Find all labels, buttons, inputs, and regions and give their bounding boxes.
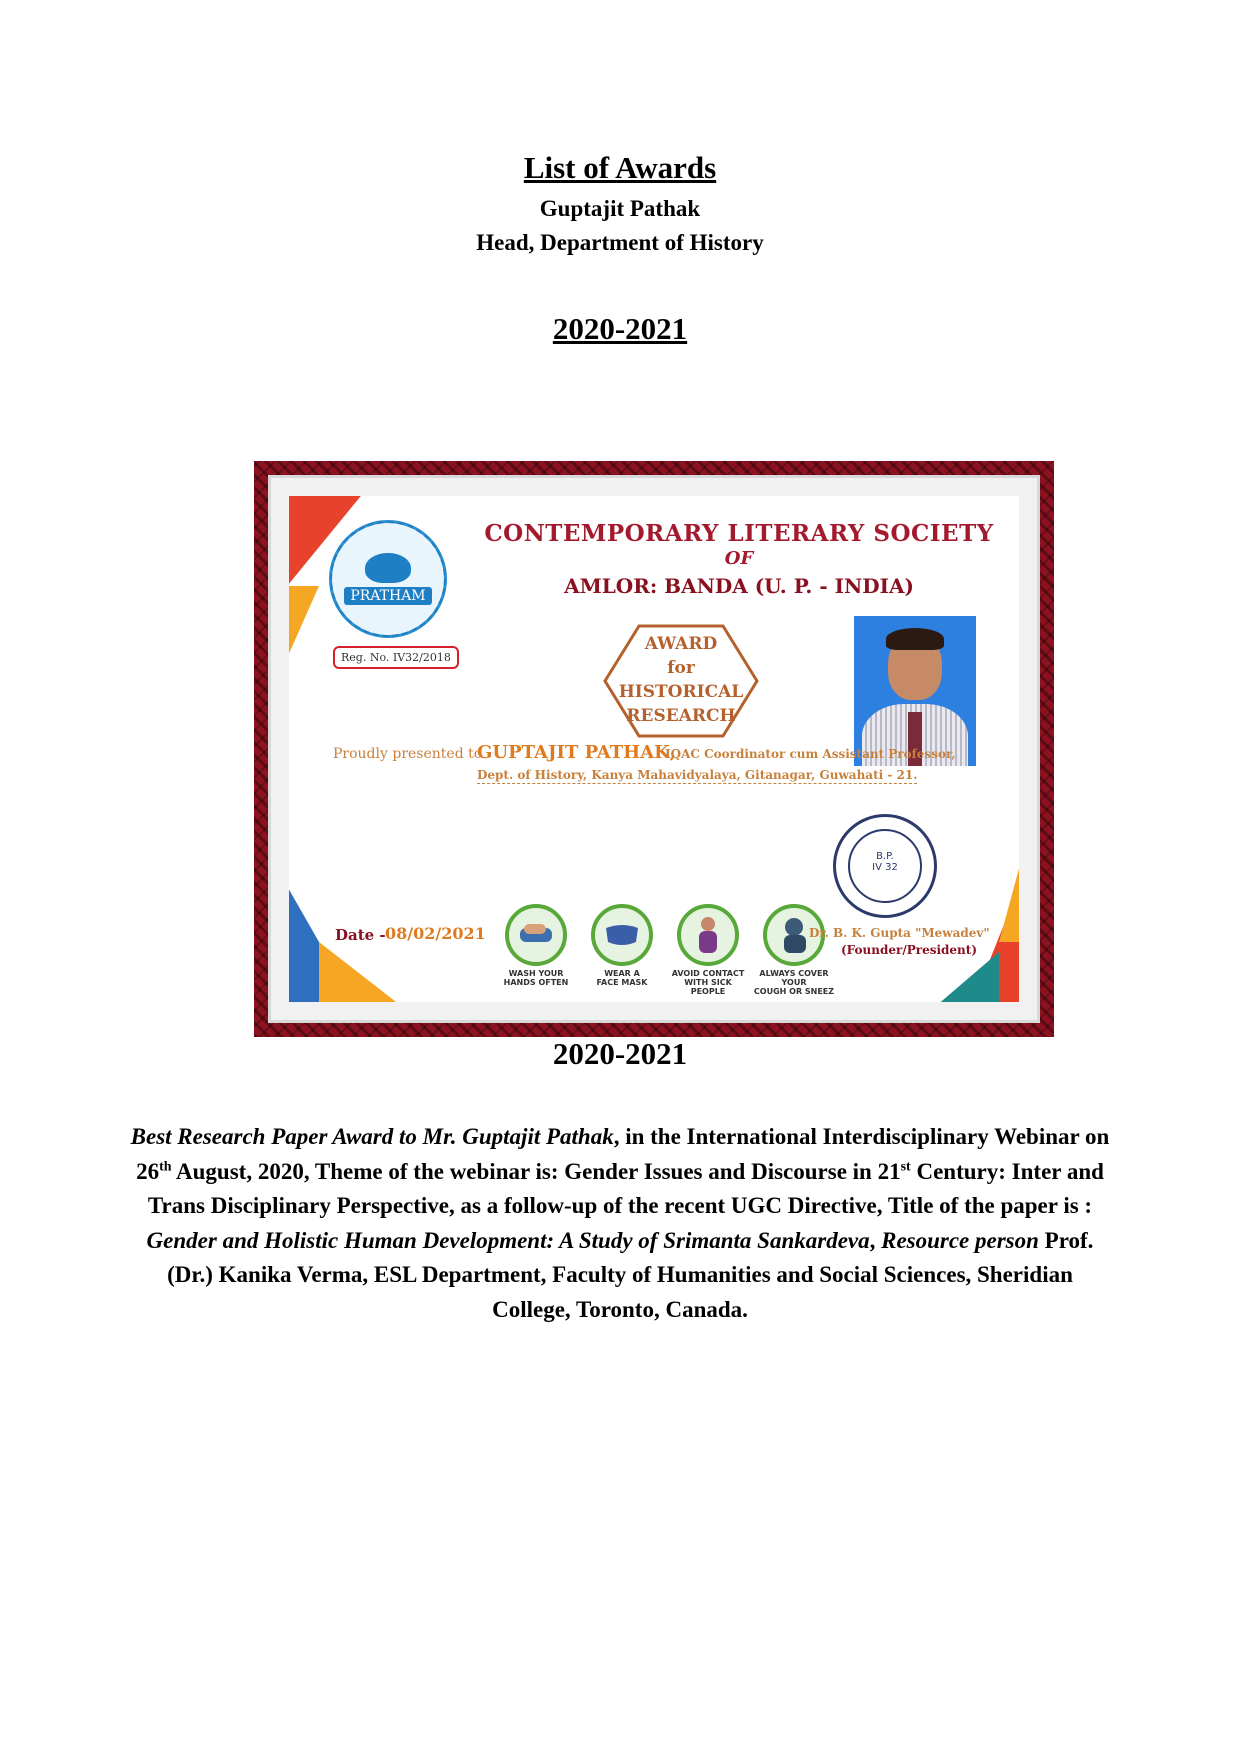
decor-triangle — [319, 942, 409, 1002]
org-name: CONTEMPORARY LITERARY SOCIETY — [484, 520, 994, 547]
tip-item — [495, 904, 577, 987]
decor-triangle — [999, 832, 1019, 942]
award-title — [601, 632, 761, 728]
year-heading: 2020-2021 — [552, 311, 688, 346]
certificate-paper — [289, 496, 1019, 1002]
author-position: Head, Department of History — [476, 230, 764, 255]
logo-ring — [330, 521, 446, 637]
tip-item — [667, 904, 749, 996]
award-line: RESEARCH — [626, 706, 736, 726]
award-certificate-image — [254, 461, 1054, 1037]
desc-italic: Resource person — [881, 1227, 1039, 1253]
face-mask-icon — [591, 904, 653, 966]
desc-sup: st — [900, 1158, 911, 1174]
official-seal-stamp — [833, 814, 937, 918]
recipient-role: IQAC Coordinator cum Assistant Professor, — [665, 747, 956, 761]
org-location: AMLOR: BANDA (U. P. - INDIA) — [564, 574, 914, 598]
award-description — [130, 1120, 1110, 1327]
desc-italic: Best Research Paper Award to Mr. Guptajit Pathak — [130, 1124, 614, 1149]
recipient-name: GUPTAJIT PATHAK, — [477, 742, 677, 763]
desc-text: Prof. (Dr.) Kanika Verma, ESL Department, Faculty of Humanities and Social Sciences, Sheridian College, Toronto, Canada. — [167, 1227, 1094, 1322]
award-badge — [601, 622, 761, 740]
year-caption: 2020-2021 — [552, 1036, 688, 1071]
society-logo — [329, 520, 447, 638]
signer-name: Dr. B. K. Gupta "Mewadev" — [809, 926, 990, 940]
registration-number: Reg. No. IV32/2018 — [333, 646, 459, 669]
award-line: AWARD — [644, 634, 718, 654]
hand-wash-icon — [505, 904, 567, 966]
signer-role: (Founder/President) — [841, 943, 977, 957]
desc-italic: Gender and Holistic Human Development: A Study of Srimanta Sankardeva — [146, 1227, 870, 1253]
presented-label: Proudly presented to - — [333, 746, 492, 762]
seal-mark: B.P. IV 32 — [872, 851, 898, 873]
tip-label: WASH YOUR HANDS OFTEN — [503, 969, 569, 987]
decor-triangle — [289, 586, 319, 676]
org-of: OF — [724, 548, 754, 569]
desc-text: , in the International Interdisciplinary Webinar on 26 — [136, 1124, 1110, 1184]
award-line: for — [667, 658, 695, 678]
author-name: Guptajit Pathak — [539, 196, 701, 221]
date-value: 08/02/2021 — [385, 924, 486, 943]
tip-label: AVOID CONTACT WITH SICK PEOPLE — [671, 969, 745, 996]
desc-text: , — [869, 1227, 882, 1253]
tip-item — [581, 904, 663, 987]
recipient-address: Dept. of History, Kanya Mahavidyalaya, Gitanagar, Guwahati - 21. — [477, 768, 918, 782]
page-title: List of Awards — [523, 150, 717, 185]
certificate-border — [268, 475, 1040, 1023]
desc-text: Century: Inter and Trans Disciplinary Perspective, as a follow-up of the recent UGC Directive, Title of the paper is : — [147, 1158, 1104, 1218]
tip-item — [753, 904, 835, 996]
covid-tips — [495, 904, 835, 994]
sick-person-icon — [677, 904, 739, 966]
award-line: HISTORICAL — [618, 682, 744, 702]
logo-label: PRATHAM — [344, 587, 431, 605]
photo-hair — [886, 628, 944, 650]
recipient-photo — [854, 616, 976, 766]
date-label: Date - — [335, 926, 386, 944]
desc-sup: th — [159, 1158, 172, 1174]
tip-label: WEAR A FACE MASK — [596, 969, 648, 987]
tip-label: ALWAYS COVER YOUR COUGH OR SNEEZ — [753, 969, 835, 996]
decor-triangle — [929, 952, 999, 1002]
desc-text: August, 2020, Theme of the webinar is: Gender Issues and Discourse in 21 — [171, 1158, 901, 1184]
